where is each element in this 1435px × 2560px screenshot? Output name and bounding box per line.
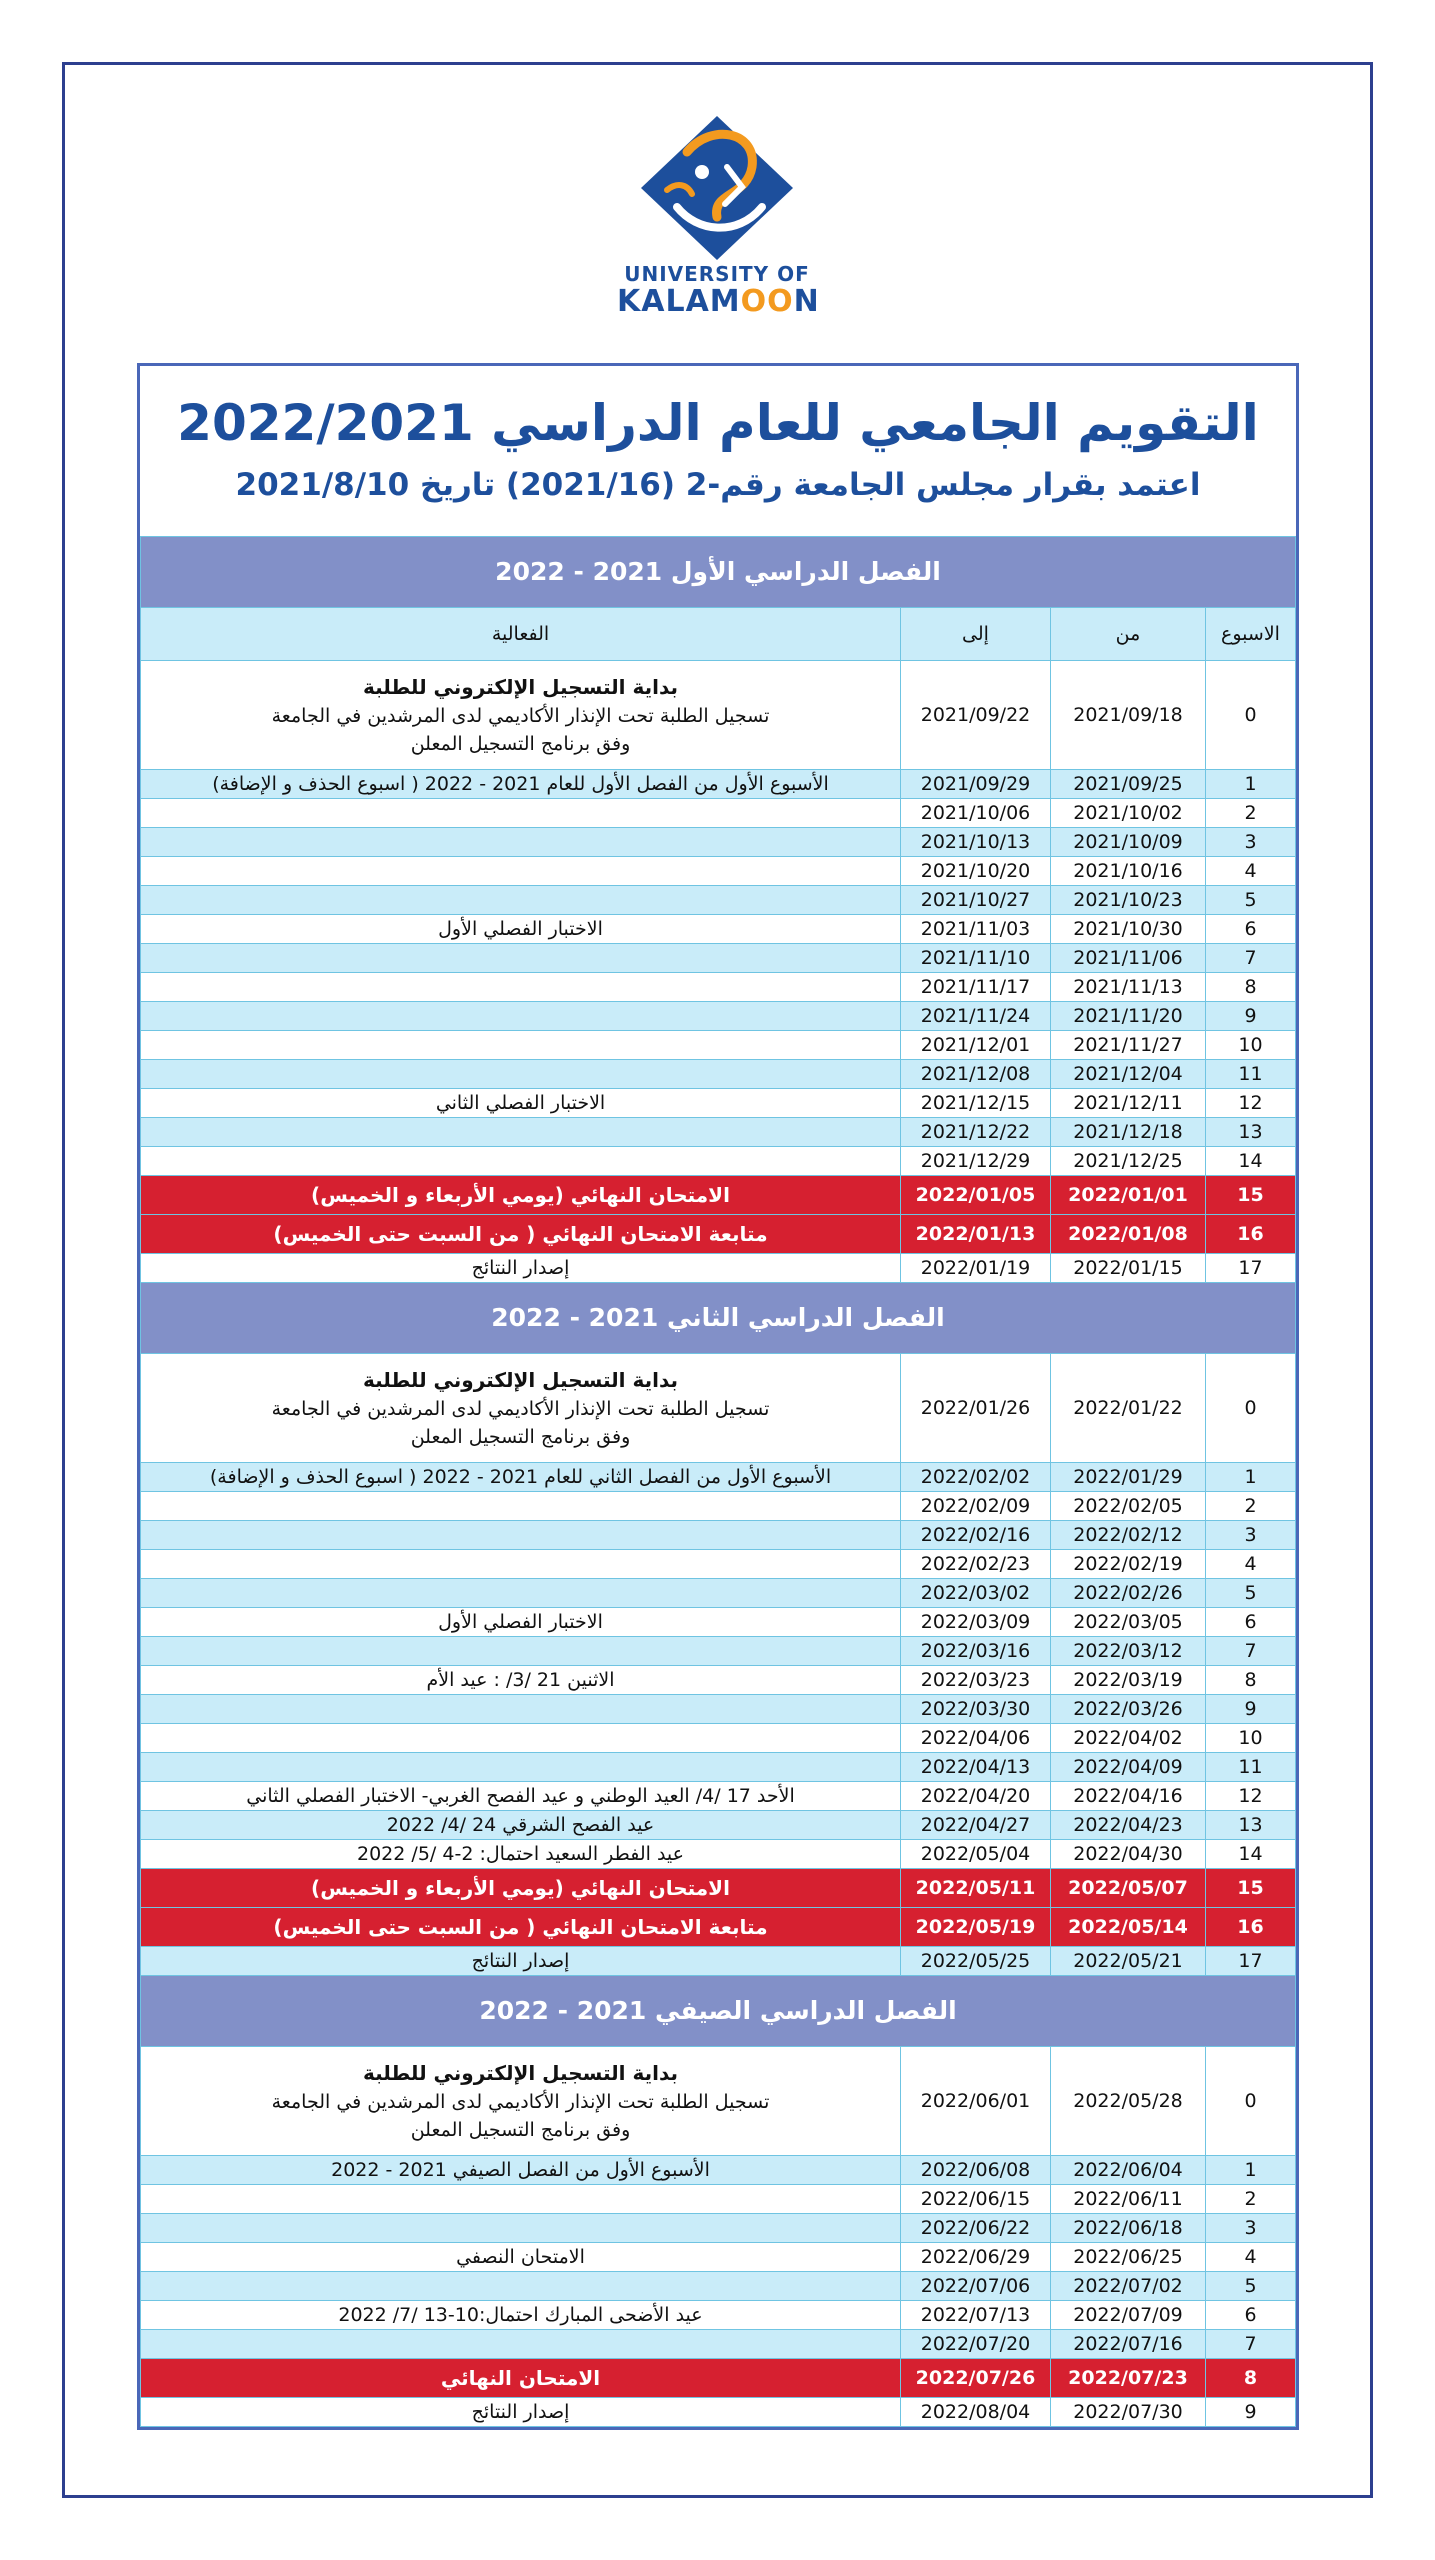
- table-row: [141, 1695, 1296, 1724]
- week-cell: 11: [1206, 1753, 1296, 1782]
- from-date-cell: 2021/11/20: [1051, 1002, 1206, 1031]
- activity-cell: متابعة الامتحان النهائي ( من السبت حتى الخميس): [141, 1908, 901, 1947]
- to-date-cell: 2021/12/29: [901, 1147, 1051, 1176]
- table-row: [141, 1811, 1296, 1840]
- from-date-cell: 2021/10/16: [1051, 857, 1206, 886]
- activity-cell: إصدار النتائج: [141, 1254, 901, 1283]
- to-date-cell: 2022/06/29: [901, 2243, 1051, 2272]
- activity-cell: الأسبوع الأول من الفصل الأول للعام 2021 - 2022 ( اسبوع الحذف و الإضافة): [141, 770, 901, 799]
- from-date-cell: 2022/07/16: [1051, 2330, 1206, 2359]
- week-cell: 0: [1206, 2047, 1296, 2156]
- activity-cell: [141, 661, 901, 770]
- calendar-panel: [137, 363, 1299, 2430]
- to-date-cell: 2022/02/16: [901, 1521, 1051, 1550]
- activity-cell: [141, 1695, 901, 1724]
- table-row: [141, 973, 1296, 1002]
- activity-cell: الامتحان النصفي: [141, 2243, 901, 2272]
- to-date-cell: 2022/05/11: [901, 1869, 1051, 1908]
- week-cell: 6: [1206, 915, 1296, 944]
- semester-header: [141, 1976, 1296, 2047]
- week-cell: 14: [1206, 1840, 1296, 1869]
- to-date-cell: 2021/12/22: [901, 1118, 1051, 1147]
- from-date-cell: 2022/05/07: [1051, 1869, 1206, 1908]
- to-date-cell: 2022/01/13: [901, 1215, 1051, 1254]
- from-date-cell: 2021/09/18: [1051, 661, 1206, 770]
- from-date-cell: 2022/06/04: [1051, 2156, 1206, 2185]
- week-cell: 10: [1206, 1724, 1296, 1753]
- from-date-cell: 2021/10/09: [1051, 828, 1206, 857]
- week-cell: 7: [1206, 2330, 1296, 2359]
- table-row: [141, 2272, 1296, 2301]
- week-cell: 5: [1206, 2272, 1296, 2301]
- to-date-cell: 2021/10/20: [901, 857, 1051, 886]
- week-cell: 0: [1206, 1354, 1296, 1463]
- activity-cell: [141, 1118, 901, 1147]
- to-date-cell: 2022/04/06: [901, 1724, 1051, 1753]
- activity-cell: [141, 2214, 901, 2243]
- table-row: [141, 828, 1296, 857]
- week-cell: 3: [1206, 2214, 1296, 2243]
- activity-cell: [141, 2272, 901, 2301]
- table-row: [141, 1060, 1296, 1089]
- activity-cell: الأسبوع الأول من الفصل الثاني للعام 2021 - 2022 ( اسبوع الحذف و الإضافة): [141, 1463, 901, 1492]
- header-to: إلى: [901, 608, 1051, 661]
- to-date-cell: 2021/12/15: [901, 1089, 1051, 1118]
- from-date-cell: 2022/05/14: [1051, 1908, 1206, 1947]
- from-date-cell: 2022/06/25: [1051, 2243, 1206, 2272]
- week-cell: 2: [1206, 2185, 1296, 2214]
- from-date-cell: 2022/01/15: [1051, 1254, 1206, 1283]
- page-title: التقويم الجامعي للعام الدراسي 2022/2021: [177, 394, 1259, 452]
- registration-heading: بداية التسجيل الإلكتروني للطلبة: [362, 674, 679, 699]
- from-date-cell: 2022/04/16: [1051, 1782, 1206, 1811]
- activity-cell: الامتحان النهائي (يومي الأربعاء و الخميس): [141, 1176, 901, 1215]
- to-date-cell: 2021/11/17: [901, 973, 1051, 1002]
- to-date-cell: 2021/12/08: [901, 1060, 1051, 1089]
- table-row: [141, 799, 1296, 828]
- from-date-cell: 2021/12/25: [1051, 1147, 1206, 1176]
- activity-cell: [141, 1147, 901, 1176]
- from-date-cell: 2022/03/26: [1051, 1695, 1206, 1724]
- from-date-cell: 2021/10/30: [1051, 915, 1206, 944]
- table-row: [141, 886, 1296, 915]
- week-cell: 15: [1206, 1176, 1296, 1215]
- registration-line: تسجيل الطلبة تحت الإنذار الأكاديمي لدى المرشدين في الجامعة: [271, 1397, 770, 1420]
- registration-line: تسجيل الطلبة تحت الإنذار الأكاديمي لدى المرشدين في الجامعة: [271, 704, 770, 727]
- week-cell: 10: [1206, 1031, 1296, 1060]
- from-date-cell: 2022/01/01: [1051, 1176, 1206, 1215]
- table-row: [141, 1908, 1296, 1947]
- week-cell: 1: [1206, 2156, 1296, 2185]
- table-row: [141, 2359, 1296, 2398]
- from-date-cell: 2022/02/05: [1051, 1492, 1206, 1521]
- week-cell: 3: [1206, 1521, 1296, 1550]
- week-cell: 16: [1206, 1215, 1296, 1254]
- table-row: [141, 1724, 1296, 1753]
- activity-cell: [141, 1753, 901, 1782]
- to-date-cell: 2022/02/23: [901, 1550, 1051, 1579]
- week-cell: 9: [1206, 2398, 1296, 2427]
- to-date-cell: 2022/06/22: [901, 2214, 1051, 2243]
- activity-cell: [141, 886, 901, 915]
- activity-cell: الأحد 17 /4/ العيد الوطني و عيد الفصح الغربي- الاختبار الفصلي الثاني: [141, 1782, 901, 1811]
- table-row: [141, 1521, 1296, 1550]
- table-row: [141, 1031, 1296, 1060]
- week-cell: 14: [1206, 1147, 1296, 1176]
- from-date-cell: 2022/05/28: [1051, 2047, 1206, 2156]
- header-week: الاسبوع: [1206, 608, 1296, 661]
- registration-heading: بداية التسجيل الإلكتروني للطلبة: [362, 1367, 679, 1392]
- activity-cell: الاختبار الفصلي الأول: [141, 1608, 901, 1637]
- to-date-cell: 2022/07/13: [901, 2301, 1051, 2330]
- week-cell: 9: [1206, 1002, 1296, 1031]
- table-row: [141, 1840, 1296, 1869]
- table-row: [141, 1176, 1296, 1215]
- week-cell: 17: [1206, 1254, 1296, 1283]
- semester-title: الفصل الدراسي الثاني 2021 - 2022: [141, 1283, 1296, 1354]
- from-date-cell: 2021/11/06: [1051, 944, 1206, 973]
- table-row: [141, 2243, 1296, 2272]
- from-date-cell: 2022/03/19: [1051, 1666, 1206, 1695]
- from-date-cell: 2022/01/22: [1051, 1354, 1206, 1463]
- week-cell: 8: [1206, 973, 1296, 1002]
- to-date-cell: 2021/09/22: [901, 661, 1051, 770]
- logo-line1: UNIVERSITY OF: [624, 262, 810, 286]
- from-date-cell: 2022/06/18: [1051, 2214, 1206, 2243]
- calendar-table: [140, 536, 1296, 2427]
- from-date-cell: 2022/01/29: [1051, 1463, 1206, 1492]
- table-row: [141, 1637, 1296, 1666]
- activity-cell: عيد الفطر السعيد احتمال: 2-4 /5/ 2022: [141, 1840, 901, 1869]
- to-date-cell: 2022/01/05: [901, 1176, 1051, 1215]
- table-row: [141, 1550, 1296, 1579]
- week-cell: 12: [1206, 1782, 1296, 1811]
- from-date-cell: 2022/03/05: [1051, 1608, 1206, 1637]
- table-row: [141, 1002, 1296, 1031]
- to-date-cell: 2022/05/19: [901, 1908, 1051, 1947]
- semester-title: الفصل الدراسي الأول 2021 - 2022: [141, 537, 1296, 608]
- activity-cell: [141, 1724, 901, 1753]
- activity-cell: [141, 2330, 901, 2359]
- activity-cell: [141, 1550, 901, 1579]
- activity-cell: [141, 2047, 901, 2156]
- to-date-cell: 2022/03/02: [901, 1579, 1051, 1608]
- to-date-cell: 2022/06/15: [901, 2185, 1051, 2214]
- table-row: [141, 1579, 1296, 1608]
- to-date-cell: 2021/11/03: [901, 915, 1051, 944]
- activity-cell: الأسبوع الأول من الفصل الصيفي 2021 - 2022: [141, 2156, 901, 2185]
- week-cell: 3: [1206, 828, 1296, 857]
- to-date-cell: 2021/11/10: [901, 944, 1051, 973]
- week-cell: 5: [1206, 886, 1296, 915]
- week-cell: 1: [1206, 1463, 1296, 1492]
- week-cell: 9: [1206, 1695, 1296, 1724]
- to-date-cell: 2022/07/06: [901, 2272, 1051, 2301]
- activity-cell: [141, 944, 901, 973]
- from-date-cell: 2022/01/08: [1051, 1215, 1206, 1254]
- page-subtitle: اعتمد بقرار مجلس الجامعة رقم-2 (2021/16) تاريخ 2021/8/10: [235, 467, 1201, 503]
- registration-line: تسجيل الطلبة تحت الإنذار الأكاديمي لدى المرشدين في الجامعة: [271, 2090, 770, 2113]
- from-date-cell: 2022/05/21: [1051, 1947, 1206, 1976]
- to-date-cell: 2022/04/20: [901, 1782, 1051, 1811]
- from-date-cell: 2021/12/04: [1051, 1060, 1206, 1089]
- table-row: [141, 1118, 1296, 1147]
- activity-cell: الامتحان النهائي (يومي الأربعاء و الخميس): [141, 1869, 901, 1908]
- to-date-cell: 2022/03/09: [901, 1608, 1051, 1637]
- from-date-cell: 2022/04/23: [1051, 1811, 1206, 1840]
- table-row: [141, 1354, 1296, 1463]
- to-date-cell: 2022/07/20: [901, 2330, 1051, 2359]
- week-cell: 8: [1206, 2359, 1296, 2398]
- semester-title: الفصل الدراسي الصيفي 2021 - 2022: [141, 1976, 1296, 2047]
- activity-cell: [141, 1521, 901, 1550]
- week-cell: 8: [1206, 1666, 1296, 1695]
- from-date-cell: 2021/12/11: [1051, 1089, 1206, 1118]
- activity-cell: [141, 799, 901, 828]
- from-date-cell: 2021/11/27: [1051, 1031, 1206, 1060]
- to-date-cell: 2022/04/13: [901, 1753, 1051, 1782]
- table-row: [141, 1782, 1296, 1811]
- from-date-cell: 2022/03/12: [1051, 1637, 1206, 1666]
- week-cell: 11: [1206, 1060, 1296, 1089]
- to-date-cell: 2021/09/29: [901, 770, 1051, 799]
- activity-cell: الاختبار الفصلي الأول: [141, 915, 901, 944]
- week-cell: 0: [1206, 661, 1296, 770]
- table-row: [141, 1254, 1296, 1283]
- from-date-cell: 2022/07/09: [1051, 2301, 1206, 2330]
- semester-header: [141, 1283, 1296, 1354]
- kalamoon-emblem-icon: [617, 112, 817, 262]
- table-row: [141, 2047, 1296, 2156]
- from-date-cell: 2022/07/23: [1051, 2359, 1206, 2398]
- week-cell: 7: [1206, 944, 1296, 973]
- to-date-cell: 2022/03/16: [901, 1637, 1051, 1666]
- table-row: [141, 1089, 1296, 1118]
- activity-cell: متابعة الامتحان النهائي ( من السبت حتى الخميس): [141, 1215, 901, 1254]
- week-cell: 13: [1206, 1118, 1296, 1147]
- table-row: [141, 2214, 1296, 2243]
- table-row: [141, 1666, 1296, 1695]
- column-header-row: [141, 608, 1296, 661]
- table-row: [141, 2398, 1296, 2427]
- to-date-cell: 2022/02/02: [901, 1463, 1051, 1492]
- to-date-cell: 2022/05/04: [901, 1840, 1051, 1869]
- week-cell: 4: [1206, 1550, 1296, 1579]
- activity-cell: الاختبار الفصلي الثاني: [141, 1089, 901, 1118]
- activity-cell: [141, 973, 901, 1002]
- activity-cell: [141, 1637, 901, 1666]
- week-cell: 7: [1206, 1637, 1296, 1666]
- table-row: [141, 1492, 1296, 1521]
- to-date-cell: 2022/07/26: [901, 2359, 1051, 2398]
- to-date-cell: 2021/10/13: [901, 828, 1051, 857]
- to-date-cell: 2021/10/27: [901, 886, 1051, 915]
- to-date-cell: 2021/10/06: [901, 799, 1051, 828]
- to-date-cell: 2022/06/01: [901, 2047, 1051, 2156]
- to-date-cell: 2021/12/01: [901, 1031, 1051, 1060]
- table-row: [141, 770, 1296, 799]
- activity-cell: الاثنين 21 /3/ : عيد الأم: [141, 1666, 901, 1695]
- week-cell: 1: [1206, 770, 1296, 799]
- table-row: [141, 1753, 1296, 1782]
- activity-cell: [141, 1579, 901, 1608]
- activity-cell: إصدار النتائج: [141, 1947, 901, 1976]
- to-date-cell: 2022/05/25: [901, 1947, 1051, 1976]
- to-date-cell: 2022/01/26: [901, 1354, 1051, 1463]
- table-row: [141, 1463, 1296, 1492]
- table-row: [141, 2330, 1296, 2359]
- from-date-cell: 2021/10/23: [1051, 886, 1206, 915]
- to-date-cell: 2022/03/30: [901, 1695, 1051, 1724]
- table-row: [141, 1215, 1296, 1254]
- activity-cell: الامتحان النهائي: [141, 2359, 901, 2398]
- registration-line: وفق برنامج التسجيل المعلن: [410, 2118, 631, 2141]
- to-date-cell: 2022/02/09: [901, 1492, 1051, 1521]
- activity-cell: [141, 1354, 901, 1463]
- table-row: [141, 2185, 1296, 2214]
- from-date-cell: 2022/02/26: [1051, 1579, 1206, 1608]
- table-row: [141, 1608, 1296, 1637]
- week-cell: 17: [1206, 1947, 1296, 1976]
- activity-cell: [141, 1492, 901, 1521]
- activity-cell: [141, 828, 901, 857]
- to-date-cell: 2022/03/23: [901, 1666, 1051, 1695]
- to-date-cell: 2022/01/19: [901, 1254, 1051, 1283]
- table-row: [141, 857, 1296, 886]
- semester-header: [141, 537, 1296, 608]
- week-cell: 2: [1206, 799, 1296, 828]
- from-date-cell: 2021/10/02: [1051, 799, 1206, 828]
- from-date-cell: 2021/12/18: [1051, 1118, 1206, 1147]
- to-date-cell: 2022/06/08: [901, 2156, 1051, 2185]
- table-row: [141, 1869, 1296, 1908]
- table-row: [141, 2301, 1296, 2330]
- activity-cell: [141, 1031, 901, 1060]
- activity-cell: عيد الفصح الشرقي 24 /4/ 2022: [141, 1811, 901, 1840]
- week-cell: 6: [1206, 1608, 1296, 1637]
- to-date-cell: 2021/11/24: [901, 1002, 1051, 1031]
- from-date-cell: 2022/02/19: [1051, 1550, 1206, 1579]
- table-row: [141, 2156, 1296, 2185]
- activity-cell: [141, 1060, 901, 1089]
- activity-cell: [141, 857, 901, 886]
- to-date-cell: 2022/04/27: [901, 1811, 1051, 1840]
- registration-line: وفق برنامج التسجيل المعلن: [410, 1425, 631, 1448]
- university-logo: [617, 112, 820, 337]
- title-block: [140, 366, 1296, 536]
- registration-heading: بداية التسجيل الإلكتروني للطلبة: [362, 2060, 679, 2085]
- week-cell: 12: [1206, 1089, 1296, 1118]
- week-cell: 2: [1206, 1492, 1296, 1521]
- to-date-cell: 2022/08/04: [901, 2398, 1051, 2427]
- table-row: [141, 1947, 1296, 1976]
- from-date-cell: 2022/07/30: [1051, 2398, 1206, 2427]
- table-row: [141, 944, 1296, 973]
- from-date-cell: 2022/04/30: [1051, 1840, 1206, 1869]
- week-cell: 4: [1206, 857, 1296, 886]
- week-cell: 5: [1206, 1579, 1296, 1608]
- table-row: [141, 915, 1296, 944]
- from-date-cell: 2022/02/12: [1051, 1521, 1206, 1550]
- from-date-cell: 2022/06/11: [1051, 2185, 1206, 2214]
- header-from: من: [1051, 608, 1206, 661]
- from-date-cell: 2022/07/02: [1051, 2272, 1206, 2301]
- week-cell: 15: [1206, 1869, 1296, 1908]
- registration-line: وفق برنامج التسجيل المعلن: [410, 732, 631, 755]
- from-date-cell: 2022/04/09: [1051, 1753, 1206, 1782]
- table-row: [141, 1147, 1296, 1176]
- activity-cell: إصدار النتائج: [141, 2398, 901, 2427]
- week-cell: 13: [1206, 1811, 1296, 1840]
- activity-cell: [141, 2185, 901, 2214]
- from-date-cell: 2021/11/13: [1051, 973, 1206, 1002]
- week-cell: 6: [1206, 2301, 1296, 2330]
- activity-cell: عيد الأضحى المبارك احتمال:10-13 /7/ 2022: [141, 2301, 901, 2330]
- table-row: [141, 661, 1296, 770]
- logo-line2: KALAMOON: [617, 284, 820, 319]
- from-date-cell: 2022/04/02: [1051, 1724, 1206, 1753]
- week-cell: 4: [1206, 2243, 1296, 2272]
- header-activity: الفعالية: [141, 608, 901, 661]
- week-cell: 16: [1206, 1908, 1296, 1947]
- activity-cell: [141, 1002, 901, 1031]
- from-date-cell: 2021/09/25: [1051, 770, 1206, 799]
